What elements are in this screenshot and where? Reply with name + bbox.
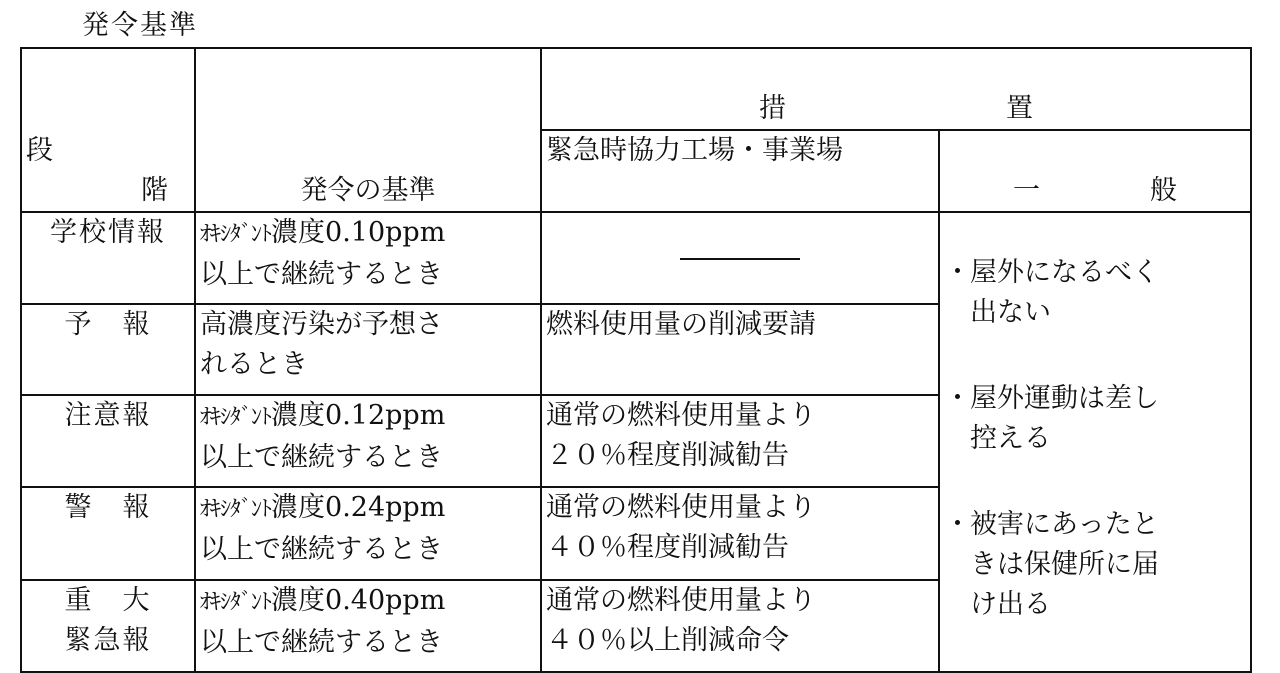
header-basis: 発令の基準 (195, 48, 541, 212)
general-item (944, 253, 1246, 333)
factory-cell: 通常の燃料使用量より ４０％程度削減勧告 (541, 487, 939, 579)
basis-cell (195, 395, 541, 487)
header-measures-char-2: 置 (1006, 93, 1033, 124)
header-general (939, 130, 1251, 212)
basis-cell (195, 580, 541, 672)
header-general-char-1: 一 (1013, 175, 1040, 206)
factory-cell: 燃料使用量の削減要請 (541, 304, 939, 394)
header-factories: 緊急時協力工場・事業場 (541, 130, 939, 212)
bullet-mark: ・ (944, 509, 971, 540)
general-measures-cell (939, 212, 1251, 672)
general-item (944, 379, 1246, 459)
header-stage-char-1: 段 (26, 135, 53, 166)
general-item-text: 被害にあったと きは保健所に届 け出る (970, 509, 1159, 620)
basis-text: 濃度0.12ppm 以上で継続するとき (200, 399, 446, 473)
header-row-1 (21, 48, 1251, 130)
oxidant-label: ｵｷｼﾀﾞﾝﾄ (200, 497, 272, 523)
bullet-mark: ・ (944, 257, 971, 288)
general-item-text: 屋外運動は差し 控える (970, 383, 1159, 454)
stage-cell: 注意報 (21, 395, 195, 487)
header-stage-char-2: 階 (141, 175, 168, 206)
oxidant-label: ｵｷｼﾀﾞﾝﾄ (200, 222, 272, 247)
stage-cell: 予 報 (21, 304, 195, 394)
oxidant-label: ｵｷｼﾀﾞﾝﾄ (200, 589, 272, 615)
general-item (944, 505, 1246, 625)
basis-cell (195, 487, 541, 579)
issuance-criteria-table (20, 47, 1252, 673)
basis-text: 濃度0.24ppm 以上で継続するとき (200, 492, 446, 566)
factory-cell: 通常の燃料使用量より ４０％以上削減命令 (541, 580, 939, 672)
stage-cell: 学校情報 (21, 212, 195, 304)
stage-cell: 警 報 (21, 487, 195, 579)
stage-cell: 重 大 緊急報 (21, 580, 195, 672)
table-row (21, 212, 1251, 304)
basis-cell: 高濃度汚染が予想さ れるとき (195, 304, 541, 394)
dash-line (680, 258, 800, 260)
header-general-char-2: 般 (1150, 175, 1177, 206)
oxidant-label: ｵｷｼﾀﾞﾝﾄ (200, 404, 272, 430)
general-item-text: 屋外になるべく 出ない (970, 257, 1159, 328)
factory-cell-empty (541, 212, 939, 304)
header-stage (21, 48, 195, 212)
header-measures-char-1: 措 (759, 93, 786, 124)
basis-cell (195, 212, 541, 304)
factory-cell: 通常の燃料使用量より ２０％程度削減勧告 (541, 395, 939, 487)
basis-text: 濃度0.10ppm 以上で継続するとき (200, 217, 446, 290)
bullet-mark: ・ (944, 383, 971, 414)
basis-text: 濃度0.40ppm 以上で継続するとき (200, 584, 446, 658)
section-title: 発令基準 (82, 10, 198, 41)
header-measures (541, 48, 1251, 130)
